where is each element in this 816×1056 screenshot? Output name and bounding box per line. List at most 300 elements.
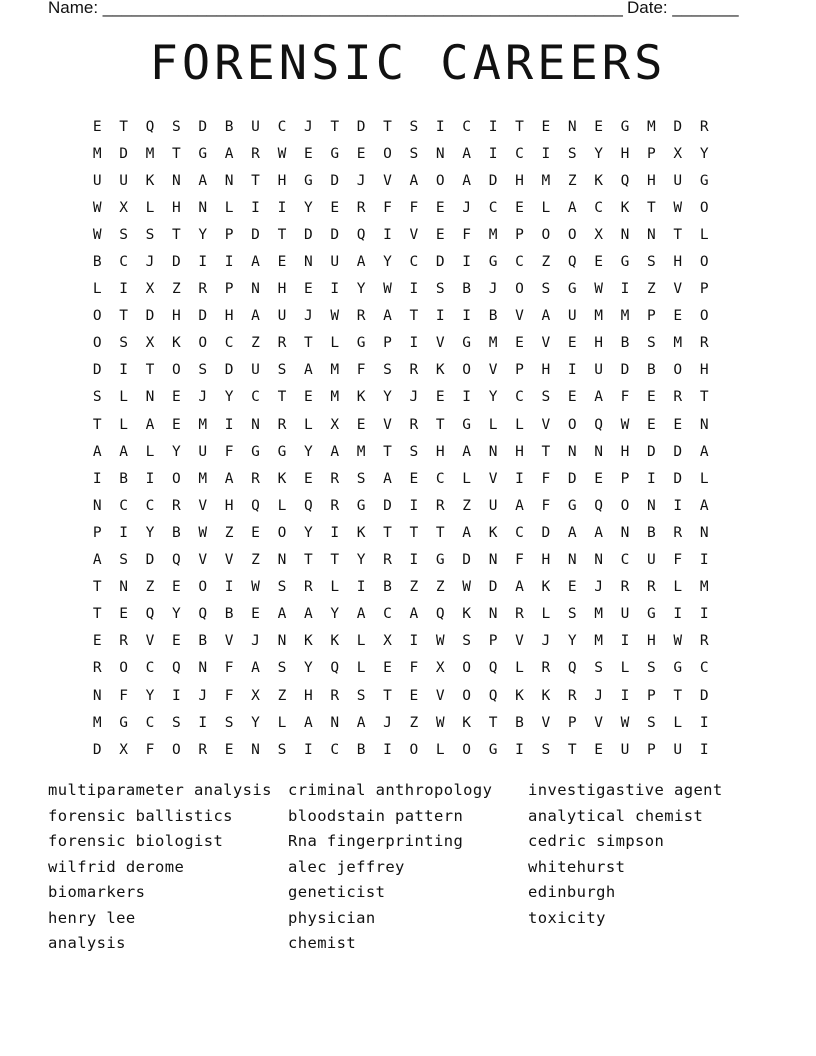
grid-letter: V [488, 470, 498, 487]
grid-letter: R [515, 606, 524, 623]
grid-letter: B [172, 524, 181, 541]
grid-letter: V [488, 362, 498, 379]
grid-letter: L [515, 660, 524, 677]
grid-letter: S [647, 660, 656, 677]
grid-letter: S [383, 362, 392, 379]
grid-letter: V [383, 172, 392, 189]
grid-letter: O [515, 281, 524, 298]
grid-letter: Z [145, 579, 155, 596]
grid-letter: H [172, 308, 181, 325]
grid-letter: K [277, 470, 287, 487]
grid-letter: E [172, 579, 181, 596]
grid-letter: G [462, 416, 472, 433]
grid-letter: J [198, 687, 208, 704]
grid-letter: L [462, 470, 472, 487]
grid-letter: F [673, 552, 683, 569]
grid-letter: X [435, 660, 445, 677]
grid-letter: Q [356, 226, 366, 243]
grid-letter: D [699, 687, 709, 704]
grid-letter: U [251, 118, 260, 135]
grid-letter: I [92, 470, 102, 487]
grid-letter: L [673, 714, 683, 731]
grid-letter: D [251, 226, 260, 243]
grid-letter: E [594, 741, 603, 758]
grid-letter: S [541, 389, 551, 406]
grid-letter: B [224, 118, 234, 135]
grid-letter: G [435, 552, 445, 569]
word-list-column-3 [528, 778, 723, 931]
grid-letter: D [198, 118, 208, 135]
grid-letter: A [145, 416, 155, 433]
grid-letter: Y [303, 660, 313, 677]
grid-letter: B [224, 606, 234, 623]
grid-letter: E [303, 145, 313, 162]
grid-letter: G [488, 254, 498, 271]
grid-letter: D [673, 118, 683, 135]
grid-letter: P [647, 145, 656, 162]
grid-letter: D [172, 254, 181, 271]
grid-letter: X [145, 335, 155, 352]
grid-letter: X [119, 741, 128, 758]
grid-letter: X [145, 281, 155, 298]
grid-letter: F [356, 362, 366, 379]
grid-letter: R [699, 335, 709, 352]
grid-letter: G [567, 497, 577, 514]
grid-letter: A [409, 606, 419, 623]
grid-letter: T [409, 308, 419, 325]
grid-letter: H [541, 362, 551, 379]
grid-letter: E [409, 470, 419, 487]
grid-letter: T [145, 362, 155, 379]
grid-letter: Y [699, 145, 709, 162]
grid-letter: M [647, 118, 656, 135]
grid-letter: V [541, 335, 551, 352]
grid-letter: S [224, 714, 234, 731]
grid-letter: T [251, 172, 260, 189]
grid-letter: T [303, 335, 313, 352]
grid-letter: R [277, 416, 287, 433]
grid-letter: N [277, 552, 287, 569]
grid-letter: A [699, 443, 709, 460]
grid-letter: F [145, 741, 155, 758]
word-list-item: whitehurst [528, 857, 626, 876]
grid-letter: L [541, 199, 551, 216]
grid-letter: N [92, 497, 102, 514]
grid-letter: I [409, 281, 419, 298]
grid-letter: O [567, 226, 577, 243]
grid-letter: E [515, 199, 524, 216]
grid-letter: Y [594, 145, 603, 162]
grid-letter: Z [277, 687, 287, 704]
grid-letter: A [356, 254, 366, 271]
grid-letter: Y [198, 226, 208, 243]
grid-letter: T [119, 308, 128, 325]
grid-letter: R [330, 687, 340, 704]
grid-letter: A [567, 199, 577, 216]
grid-letter: T [383, 687, 392, 704]
grid-letter: R [198, 741, 208, 758]
grid-letter: I [409, 633, 419, 650]
grid-letter: E [172, 389, 181, 406]
grid-letter: Q [303, 497, 313, 514]
grid-letter: V [145, 633, 155, 650]
word-list-item: henry lee [48, 908, 136, 927]
grid-letter: Z [462, 497, 472, 514]
grid-letter: Z [541, 254, 551, 271]
grid-letter: A [224, 145, 234, 162]
grid-letter: G [488, 741, 498, 758]
grid-letter: R [356, 308, 366, 325]
grid-letter: O [699, 254, 709, 271]
grid-letter: A [462, 145, 472, 162]
grid-letter: N [594, 443, 603, 460]
grid-letter: L [277, 714, 287, 731]
grid-letter: D [198, 308, 208, 325]
grid-letter: N [145, 389, 155, 406]
grid-letter: F [119, 687, 128, 704]
grid-letter: W [594, 281, 603, 298]
grid-letter: X [119, 199, 128, 216]
grid-letter: S [435, 281, 445, 298]
grid-letter: M [488, 226, 498, 243]
grid-row [84, 709, 717, 736]
grid-letter: W [92, 226, 102, 243]
grid-letter: E [541, 118, 551, 135]
grid-letter: D [673, 443, 683, 460]
grid-letter: M [356, 443, 366, 460]
grid-letter: K [541, 579, 551, 596]
grid-letter: B [198, 633, 208, 650]
grid-letter: A [277, 606, 287, 623]
grid-letter: A [303, 714, 313, 731]
grid-letter: A [409, 172, 419, 189]
grid-letter: F [224, 660, 234, 677]
grid-letter: T [673, 687, 683, 704]
grid-letter: J [303, 308, 313, 325]
grid-letter: I [620, 633, 630, 650]
grid-letter: A [92, 443, 102, 460]
grid-letter: C [277, 118, 287, 135]
grid-letter: H [699, 362, 709, 379]
grid-letter: Q [172, 660, 181, 677]
grid-letter: I [488, 145, 498, 162]
grid-row [84, 276, 717, 303]
grid-letter: I [251, 199, 260, 216]
grid-letter: I [620, 687, 630, 704]
grid-letter: H [541, 552, 551, 569]
grid-letter: L [145, 199, 155, 216]
grid-letter: Q [172, 552, 181, 569]
grid-row [84, 519, 717, 546]
grid-letter: J [409, 389, 419, 406]
grid-letter: D [330, 172, 340, 189]
grid-letter: E [330, 199, 340, 216]
grid-letter: O [462, 741, 472, 758]
grid-letter: R [673, 524, 683, 541]
grid-letter: O [620, 497, 630, 514]
grid-letter: E [435, 226, 445, 243]
grid-letter: G [356, 497, 366, 514]
grid-row [84, 357, 717, 384]
grid-letter: O [462, 660, 472, 677]
grid-letter: V [409, 226, 419, 243]
grid-letter: E [224, 741, 234, 758]
grid-letter: H [647, 172, 656, 189]
grid-letter: E [567, 335, 577, 352]
grid-letter: K [303, 633, 313, 650]
grid-letter: I [409, 335, 419, 352]
grid-letter: F [541, 470, 551, 487]
grid-letter: S [409, 118, 419, 135]
grid-letter: Q [488, 660, 498, 677]
grid-letter: Y [224, 389, 234, 406]
grid-letter: A [92, 552, 102, 569]
grid-letter: Y [145, 687, 155, 704]
grid-letter: S [277, 579, 287, 596]
grid-letter: O [92, 308, 102, 325]
grid-letter: J [356, 172, 366, 189]
grid-letter: W [277, 145, 287, 162]
grid-letter: Z [409, 714, 419, 731]
grid-letter: J [594, 579, 603, 596]
grid-letter: T [172, 226, 181, 243]
grid-letter: S [409, 145, 419, 162]
grid-letter: A [330, 443, 340, 460]
grid-letter: L [515, 416, 524, 433]
grid-letter: F [383, 199, 392, 216]
word-list-item: analytical chemist [528, 806, 704, 825]
grid-letter: U [92, 172, 102, 189]
grid-letter: T [172, 145, 181, 162]
grid-letter: E [303, 281, 313, 298]
grid-letter: R [330, 497, 340, 514]
grid-letter: I [435, 308, 445, 325]
grid-letter: M [145, 145, 155, 162]
grid-letter: A [462, 524, 472, 541]
grid-letter: I [699, 741, 709, 758]
grid-letter: A [303, 362, 313, 379]
grid-letter: A [594, 524, 603, 541]
grid-letter: R [119, 633, 128, 650]
grid-row [84, 303, 717, 330]
grid-letter: R [699, 633, 709, 650]
grid-letter: E [435, 199, 445, 216]
grid-letter: E [119, 606, 128, 623]
grid-letter: A [383, 470, 392, 487]
grid-letter: O [673, 362, 683, 379]
grid-letter: E [673, 308, 683, 325]
grid-letter: C [251, 389, 260, 406]
grid-letter: V [541, 416, 551, 433]
grid-letter: R [92, 660, 102, 677]
grid-letter: X [330, 416, 340, 433]
grid-letter: V [673, 281, 683, 298]
grid-letter: O [92, 335, 102, 352]
grid-letter: A [699, 497, 709, 514]
grid-letter: I [330, 281, 340, 298]
grid-letter: L [224, 199, 234, 216]
grid-letter: C [515, 524, 524, 541]
grid-letter: J [594, 687, 603, 704]
grid-row [84, 438, 717, 465]
grid-letter: V [435, 687, 445, 704]
grid-letter: B [462, 281, 472, 298]
grid-letter: C [119, 497, 128, 514]
grid-letter: N [303, 254, 313, 271]
grid-letter: T [92, 579, 102, 596]
grid-letter: E [172, 633, 181, 650]
grid-letter: A [567, 524, 577, 541]
grid-row [84, 167, 717, 194]
grid-letter: N [647, 226, 656, 243]
grid-letter: R [435, 497, 445, 514]
grid-letter: T [567, 741, 577, 758]
grid-letter: I [515, 741, 524, 758]
grid-letter: I [172, 687, 181, 704]
grid-letter: R [567, 687, 577, 704]
grid-letter: I [673, 606, 683, 623]
word-list-item: multiparameter analysis [48, 781, 272, 799]
grid-letter: H [647, 633, 656, 650]
grid-letter: N [224, 172, 234, 189]
grid-letter: Q [145, 118, 155, 135]
grid-letter: R [699, 118, 709, 135]
grid-letter: D [330, 226, 340, 243]
grid-letter: E [435, 389, 445, 406]
grid-letter: I [224, 254, 234, 271]
grid-letter: D [383, 497, 392, 514]
grid-letter: O [435, 172, 445, 189]
grid-letter: Y [488, 389, 498, 406]
grid-letter: L [303, 416, 313, 433]
grid-letter: D [488, 579, 498, 596]
word-list-item: forensic biologist [48, 832, 224, 850]
grid-letter: Y [330, 606, 340, 623]
grid-letter: R [251, 470, 260, 487]
grid-letter: G [673, 660, 683, 677]
grid-letter: O [172, 741, 181, 758]
grid-letter: P [647, 687, 656, 704]
grid-letter: H [515, 443, 524, 460]
grid-letter: N [699, 524, 709, 541]
grid-letter: Q [620, 172, 630, 189]
word-list-item: chemist [288, 934, 357, 952]
grid-letter: W [673, 633, 683, 650]
grid-letter: N [435, 145, 445, 162]
grid-letter: S [119, 335, 128, 352]
grid-letter: E [515, 335, 524, 352]
grid-letter: T [277, 226, 287, 243]
grid-letter: R [356, 199, 366, 216]
name-field-line: Name: _______________________________________________________ [48, 0, 623, 17]
grid-letter: A [251, 660, 260, 677]
grid-letter: S [567, 606, 577, 623]
grid-letter: O [699, 308, 709, 325]
grid-letter: B [515, 714, 524, 731]
grid-letter: X [383, 633, 392, 650]
grid-letter: V [198, 552, 208, 569]
grid-letter: L [435, 741, 445, 758]
grid-letter: S [647, 714, 656, 731]
grid-row [84, 736, 717, 763]
grid-letter: N [647, 497, 656, 514]
grid-letter: I [541, 145, 551, 162]
grid-letter: T [330, 552, 340, 569]
grid-letter: Y [303, 524, 313, 541]
grid-letter: C [330, 741, 340, 758]
grid-letter: I [409, 552, 419, 569]
grid-letter: C [462, 118, 472, 135]
grid-letter: O [277, 524, 287, 541]
grid-letter: S [647, 335, 656, 352]
grid-letter: Z [172, 281, 181, 298]
grid-letter: A [462, 443, 472, 460]
grid-letter: S [277, 660, 287, 677]
word-list-item: toxicity [528, 908, 606, 927]
grid-letter: C [435, 470, 445, 487]
grid-letter: R [383, 552, 392, 569]
grid-letter: C [699, 660, 709, 677]
grid-letter: O [383, 145, 392, 162]
grid-letter: C [145, 660, 155, 677]
word-list-item: physician [288, 908, 376, 927]
grid-letter: V [435, 335, 445, 352]
grid-letter: D [92, 362, 102, 379]
grid-letter: I [119, 524, 128, 541]
grid-letter: N [567, 118, 577, 135]
word-list-item: Rna fingerprinting [288, 832, 464, 850]
word-list-item: biomarkers [48, 883, 146, 901]
grid-letter: F [541, 497, 551, 514]
grid-letter: D [567, 470, 577, 487]
grid-letter: I [224, 579, 234, 596]
grid-letter: P [699, 281, 709, 298]
grid-letter: N [198, 199, 208, 216]
grid-letter: A [541, 308, 551, 325]
grid-letter: J [462, 199, 472, 216]
grid-letter: P [224, 281, 234, 298]
grid-letter: O [119, 660, 128, 677]
grid-letter: D [435, 254, 445, 271]
grid-letter: V [541, 714, 551, 731]
grid-letter: Q [198, 606, 208, 623]
grid-letter: N [251, 281, 260, 298]
word-list-item: cedric simpson [528, 832, 665, 850]
grid-letter: I [488, 118, 498, 135]
grid-letter: U [594, 362, 603, 379]
grid-letter: E [303, 470, 313, 487]
grid-letter: L [330, 335, 340, 352]
grid-letter: K [172, 335, 181, 352]
grid-letter: D [462, 552, 472, 569]
grid-letter: O [172, 470, 181, 487]
grid-letter: P [383, 335, 392, 352]
grid-letter: W [435, 633, 445, 650]
grid-letter: P [515, 362, 524, 379]
grid-letter: V [515, 308, 524, 325]
grid-letter: V [224, 633, 234, 650]
grid-letter: I [145, 470, 155, 487]
grid-letter: L [92, 281, 102, 298]
grid-letter: S [277, 362, 287, 379]
grid-letter: J [541, 633, 551, 650]
grid-letter: U [620, 606, 630, 623]
grid-letter: G [567, 281, 577, 298]
grid-letter: N [488, 606, 498, 623]
grid-letter: A [383, 308, 392, 325]
grid-letter: R [330, 470, 340, 487]
grid-letter: D [303, 226, 313, 243]
